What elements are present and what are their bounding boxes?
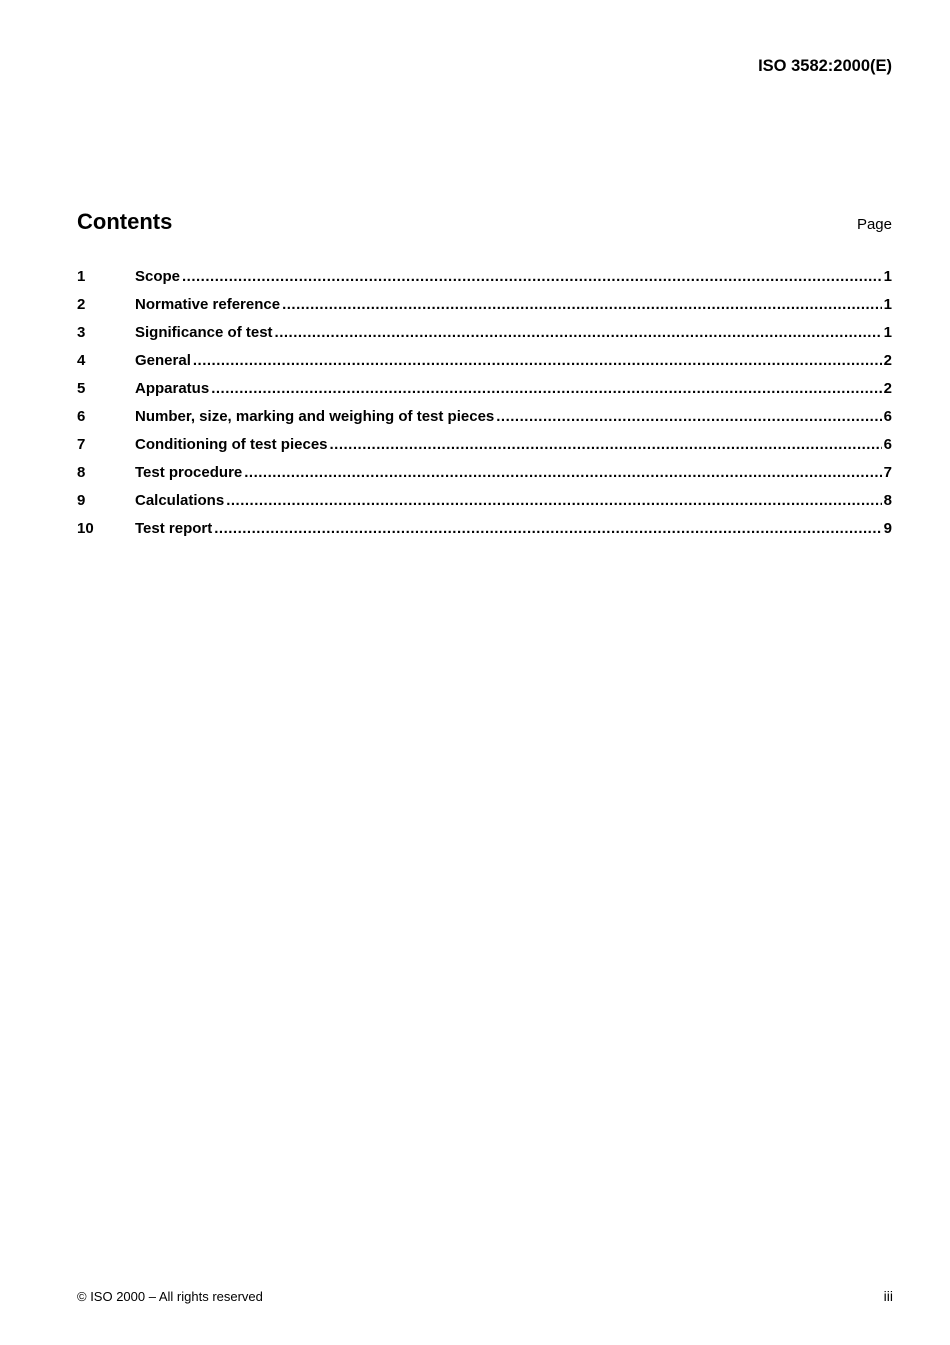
- toc-entry-number: 10: [77, 520, 94, 537]
- toc-entry-title: General: [135, 352, 191, 369]
- toc-entry-page: 1: [883, 296, 892, 313]
- toc-entry-number: 7: [77, 436, 86, 453]
- toc-entry-page: 1: [883, 268, 892, 285]
- toc-entry-title: Scope: [135, 268, 181, 285]
- dot-leader: [226, 492, 881, 509]
- toc-entry-page: 7: [883, 464, 892, 481]
- toc-entry-test-procedure[interactable]: [77, 464, 892, 492]
- dot-leader: [182, 268, 882, 285]
- toc-entry-title: Test report: [135, 520, 213, 537]
- toc-entry-number: 6: [77, 408, 86, 425]
- dot-leader: [214, 520, 881, 537]
- toc-entry-title: Test procedure: [135, 464, 243, 481]
- toc-entry-page: 9: [883, 520, 892, 537]
- toc-entry-normative-reference[interactable]: [77, 296, 892, 324]
- toc-entry-title: Apparatus: [135, 380, 210, 397]
- toc-entry-page: 6: [883, 408, 892, 425]
- toc-entry-number: 8: [77, 464, 86, 481]
- toc-entry-number: 3: [77, 324, 86, 341]
- document-id-header: ISO 3582:2000(E): [758, 57, 892, 75]
- toc-entry-significance-of-test[interactable]: [77, 324, 892, 352]
- toc-entry-scope[interactable]: [77, 268, 892, 296]
- footer-copyright: © ISO 2000 – All rights reserved: [77, 1289, 263, 1304]
- dot-leader: [211, 380, 881, 397]
- toc-entry-test-pieces[interactable]: [77, 408, 892, 436]
- toc-entry-number: 5: [77, 380, 86, 397]
- toc-entry-page: 2: [883, 352, 892, 369]
- dot-leader: [193, 352, 882, 369]
- toc-entry-page: 6: [883, 436, 892, 453]
- toc-entry-apparatus[interactable]: [77, 380, 892, 408]
- page-column-label: Page: [856, 216, 892, 233]
- dot-leader: [330, 436, 882, 453]
- toc-entry-title: Significance of test: [135, 324, 273, 341]
- toc-entry-title: Calculations: [135, 492, 225, 509]
- toc-entry-general[interactable]: [77, 352, 892, 380]
- toc-entry-page: 8: [883, 492, 892, 509]
- contents-title: Contents: [77, 209, 173, 234]
- toc-entry-page: 1: [883, 324, 892, 341]
- dot-leader: [496, 408, 881, 425]
- dot-leader: [275, 324, 882, 341]
- toc-entry-page: 2: [883, 380, 892, 397]
- toc-entry-number: 9: [77, 492, 86, 509]
- dot-leader: [282, 296, 882, 313]
- toc-entry-number: 1: [77, 268, 86, 285]
- toc-entry-title: Conditioning of test pieces: [135, 436, 328, 453]
- toc-entry-number: 2: [77, 296, 86, 313]
- toc-entry-title: Number, size, marking and weighing of test pieces: [135, 408, 495, 425]
- toc-entry-conditioning[interactable]: [77, 436, 892, 464]
- toc-entry-calculations[interactable]: [77, 492, 892, 520]
- dot-leader: [244, 464, 881, 481]
- toc-entry-title: Normative reference: [135, 296, 281, 313]
- toc-entry-test-report[interactable]: [77, 520, 892, 548]
- table-of-contents: [77, 268, 892, 548]
- contents-heading-row: [77, 209, 892, 239]
- toc-entry-number: 4: [77, 352, 86, 369]
- footer-page-number: iii: [883, 1288, 893, 1304]
